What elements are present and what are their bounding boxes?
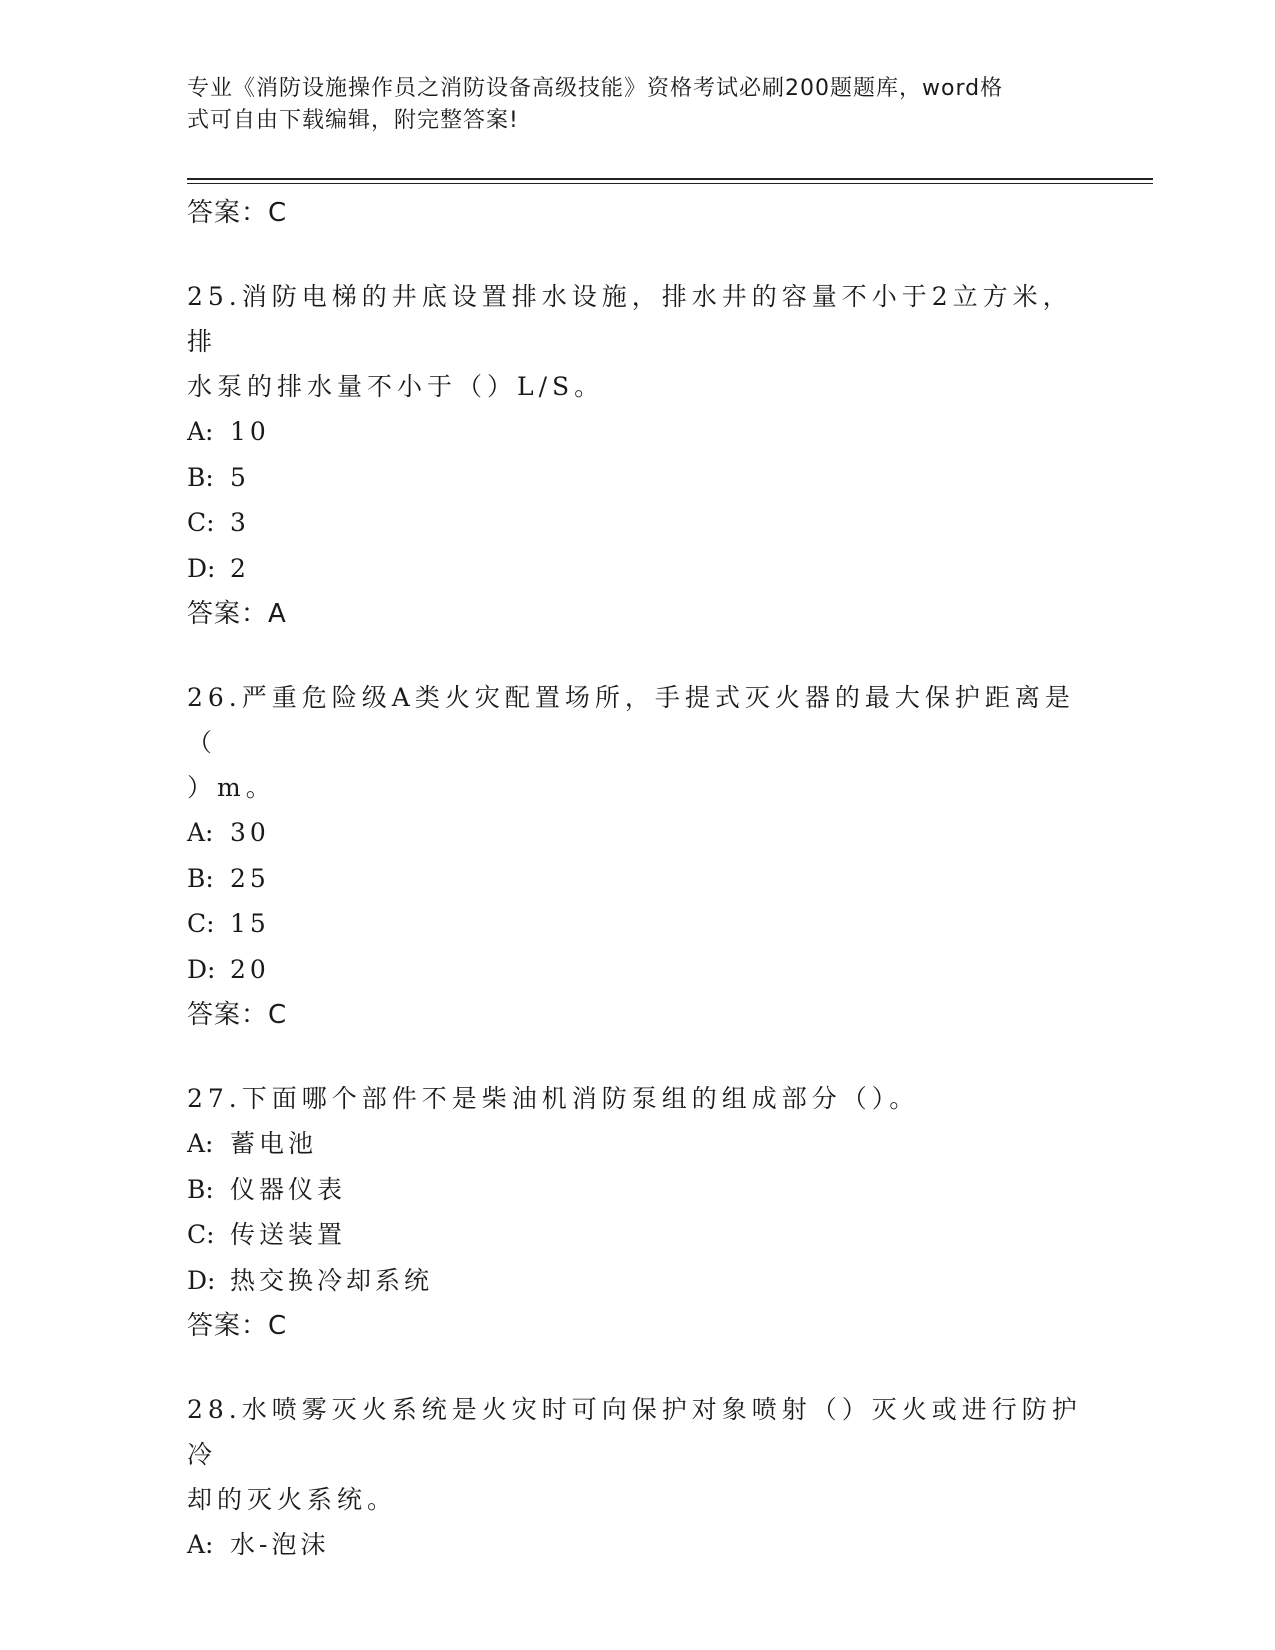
option-c xyxy=(187,1212,1087,1258)
option-key: B: xyxy=(187,462,214,492)
option-a xyxy=(187,1121,1087,1167)
option-d xyxy=(187,947,1087,993)
option-key: D: xyxy=(187,1265,216,1295)
option-b xyxy=(187,1167,1087,1213)
option-c xyxy=(187,500,1087,546)
option-b xyxy=(187,455,1087,501)
option-text: 传送装置 xyxy=(230,1220,347,1249)
question-text-line: 27.下面哪个部件不是柴油机消防泵组的组成部分（）。 xyxy=(187,1084,920,1113)
option-key: A: xyxy=(187,1530,214,1559)
header-rule-thin xyxy=(187,183,1153,184)
option-text: 蓄电池 xyxy=(230,1129,318,1158)
document-header xyxy=(187,73,1067,137)
option-d xyxy=(187,546,1087,592)
option-a xyxy=(187,1522,1087,1568)
option-text: 2 xyxy=(230,553,250,583)
question-25 xyxy=(187,274,1087,409)
option-text: 30 xyxy=(230,818,270,847)
option-text: 15 xyxy=(230,909,270,938)
option-text: 3 xyxy=(230,508,250,537)
question-text-line: ）m。 xyxy=(187,773,276,802)
header-rule-thick xyxy=(187,178,1153,180)
question-text-line: 25.消防电梯的井底设置排水设施，排水井的容量不小于2立方米，排 xyxy=(187,282,1073,356)
option-d xyxy=(187,1258,1087,1304)
question-text-line: 26.严重危险级A类火灾配置场所，手提式灭火器的最大保护距离是（ xyxy=(187,683,1075,757)
option-key: A: xyxy=(187,1129,214,1158)
option-text: 5 xyxy=(230,462,250,492)
question-list xyxy=(187,190,1087,1568)
option-key: A: xyxy=(187,818,214,847)
option-key: C: xyxy=(187,909,215,938)
option-text: 热交换冷却系统 xyxy=(230,1265,434,1295)
option-text: 20 xyxy=(230,954,270,984)
header-line-1: 专业《消防设施操作员之消防设备高级技能》资格考试必刷200题题库，word格 xyxy=(187,76,1004,101)
question-text-line: 却的灭火系统。 xyxy=(187,1485,398,1514)
option-key: A: xyxy=(187,417,214,446)
option-key: D: xyxy=(187,553,216,583)
option-a xyxy=(187,810,1087,856)
option-key: B: xyxy=(187,863,214,893)
question-text-line: 28.水喷雾灭火系统是火灾时可向保护对象喷射（）灭火或进行防护冷 xyxy=(187,1395,1082,1469)
question-text-line: 水泵的排水量不小于（）L/S。 xyxy=(187,372,605,401)
question-26 xyxy=(187,675,1087,810)
question-28 xyxy=(187,1387,1087,1522)
answer-25: 答案：A xyxy=(187,599,287,629)
option-text: 仪器仪表 xyxy=(230,1174,347,1204)
option-key: D: xyxy=(187,954,216,984)
option-text: 水-泡沫 xyxy=(230,1530,330,1559)
option-c xyxy=(187,901,1087,947)
previous-answer: 答案：C xyxy=(187,198,288,228)
option-key: C: xyxy=(187,1220,215,1249)
header-line-2: 式可自由下载编辑，附完整答案! xyxy=(187,108,519,133)
option-text: 25 xyxy=(230,863,270,893)
option-key: B: xyxy=(187,1174,214,1204)
option-text: 10 xyxy=(230,417,270,446)
question-27 xyxy=(187,1076,1087,1121)
option-b xyxy=(187,856,1087,902)
answer-26: 答案：C xyxy=(187,1000,288,1030)
answer-27: 答案：C xyxy=(187,1311,288,1341)
option-key: C: xyxy=(187,508,215,537)
option-a xyxy=(187,409,1087,455)
